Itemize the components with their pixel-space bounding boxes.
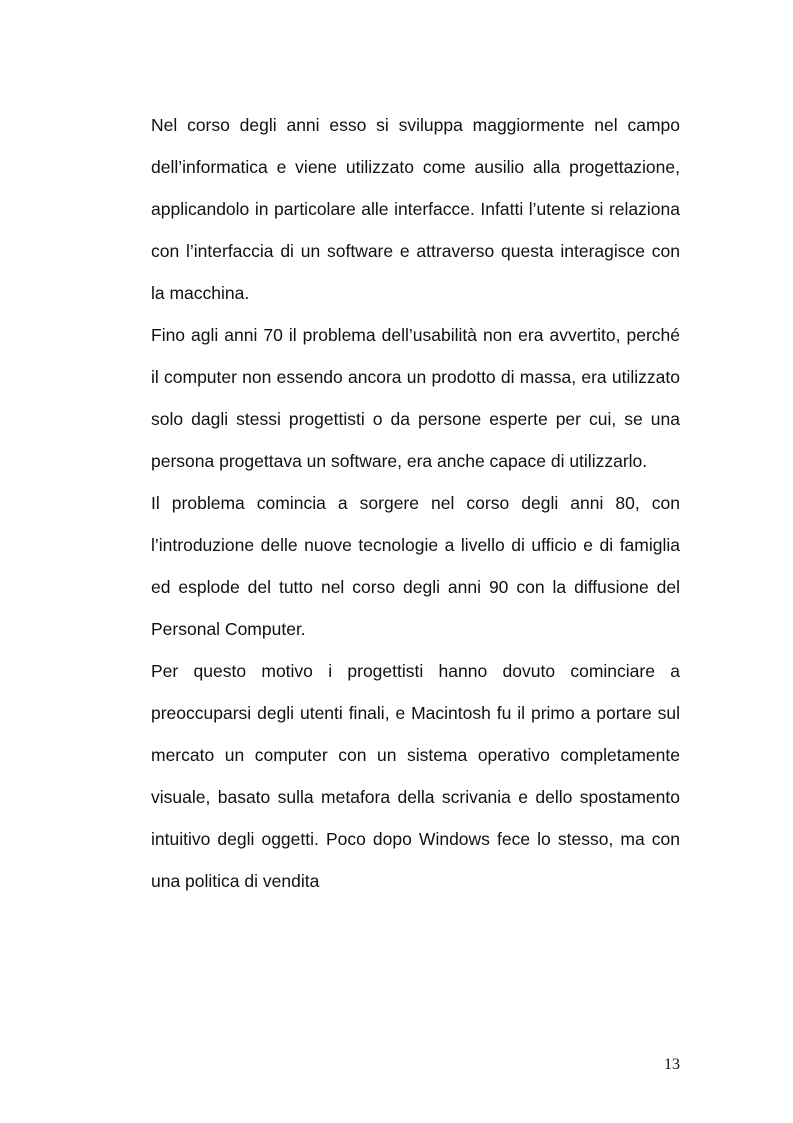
body-text — [151, 104, 680, 902]
paragraph-3: Il problema comincia a sorgere nel corso degli anni 80, con l’introduzione delle nuove tecnologie a livello di ufficio e di famiglia ed esplode del tutto nel corso degli anni 90 con la diffusione del Personal Computer. — [151, 493, 680, 639]
paragraph-4: Per questo motivo i progettisti hanno dovuto cominciare a preoccuparsi degli utenti finali, e Macintosh fu il primo a portare sul mercato un computer con un sistema operativo completamente visuale, basato sulla metafora della scrivania e dello spostamento intuitivo degli oggetti. Poco dopo Windows fece lo stesso, ma con una politica di vendita — [151, 661, 680, 891]
page-number: 13 — [664, 1056, 680, 1073]
paragraph-1: Nel corso degli anni esso si sviluppa maggiormente nel campo dell’informatica e viene utilizzato come ausilio alla progettazione, applicandolo in particolare alle interfacce. Infatti l’utente si relaziona con l’interfaccia di un software e attraverso questa interagisce con la macchina. — [151, 115, 680, 303]
paragraph-2: Fino agli anni 70 il problema dell’usabilità non era avvertito, perché il computer non essendo ancora un prodotto di massa, era utilizzato solo dagli stessi progettisti o da persone esperte per cui, se una persona progettava un software, era anche capace di utilizzarlo. — [151, 325, 680, 471]
